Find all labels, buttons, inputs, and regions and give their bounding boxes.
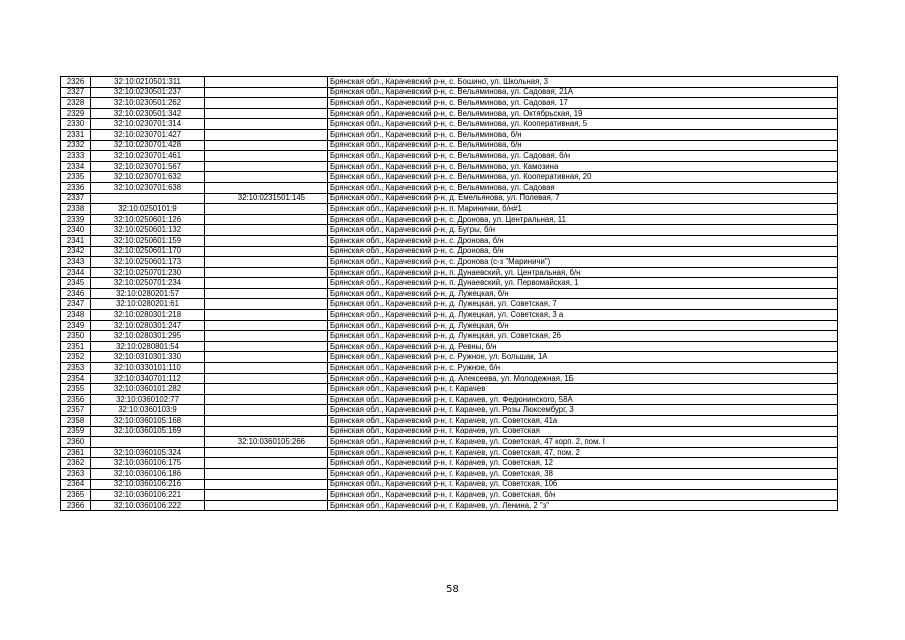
row-number-cell: 2346 (61, 288, 91, 299)
cadastral-number-alt-cell (205, 278, 328, 289)
cadastral-number-cell: 32:10:0280201:57 (91, 288, 205, 299)
table-row (61, 416, 838, 427)
row-number-cell: 2328 (61, 98, 91, 109)
table-row (61, 140, 838, 151)
table-row (61, 310, 838, 321)
cadastral-number-cell: 32:10:0250701:230 (91, 267, 205, 278)
cadastral-number-alt-cell: 32:10:0231501:145 (205, 193, 328, 204)
cadastral-number-alt-cell (205, 405, 328, 416)
address-cell: Брянская обл., Карачевский р-н, д. Лужецкая, б/н (328, 320, 838, 331)
row-number-cell: 2359 (61, 426, 91, 437)
cadastral-number-alt-cell (205, 468, 328, 479)
address-cell: Брянская обл., Карачевский р-н, с. Дронова, ул. Центральная, 11 (328, 214, 838, 225)
row-number-cell: 2333 (61, 151, 91, 162)
cadastral-number-cell: 32:10:0360103:9 (91, 405, 205, 416)
cadastral-number-alt-cell (205, 87, 328, 98)
row-number-cell: 2344 (61, 267, 91, 278)
row-number-cell: 2364 (61, 479, 91, 490)
table-row (61, 288, 838, 299)
cadastral-number-cell: 32:10:0280301:247 (91, 320, 205, 331)
row-number-cell: 2343 (61, 257, 91, 268)
cadastral-number-alt-cell (205, 479, 328, 490)
cadastral-number-cell: 32:10:0330101:110 (91, 363, 205, 374)
cadastral-number-alt-cell (205, 119, 328, 130)
address-cell: Брянская обл., Карачевский р-н, д. Ревны, б/н (328, 341, 838, 352)
cadastral-number-alt-cell (205, 331, 328, 342)
address-cell: Брянская обл., Карачевский р-н, с. Вельяминова, б/н (328, 129, 838, 140)
address-cell: Брянская обл., Карачевский р-н, с. Вельяминова, ул. Садовая, 21А (328, 87, 838, 98)
table-row (61, 87, 838, 98)
row-number-cell: 2361 (61, 447, 91, 458)
row-number-cell: 2331 (61, 129, 91, 140)
address-cell: Брянская обл., Карачевский р-н, г. Карачев, ул. Советская, 47, пом. 2 (328, 447, 838, 458)
address-cell: Брянская обл., Карачевский р-н, д. Лужецкая, ул. Советская, 26 (328, 331, 838, 342)
table-row (61, 182, 838, 193)
registry-table (60, 76, 838, 511)
cadastral-number-cell: 32:10:0360105:324 (91, 447, 205, 458)
address-cell: Брянская обл., Карачевский р-н, с. Дронова, б/н (328, 235, 838, 246)
cadastral-number-alt-cell (205, 363, 328, 374)
cadastral-number-cell: 32:10:0360102:77 (91, 394, 205, 405)
table-row (61, 257, 838, 268)
table-row (61, 458, 838, 469)
cadastral-number-cell: 32:10:0360101:282 (91, 384, 205, 395)
row-number-cell: 2348 (61, 310, 91, 321)
cadastral-number-alt-cell (205, 235, 328, 246)
address-cell: Брянская обл., Карачевский р-н, с. Вельяминова, ул. Камозина (328, 161, 838, 172)
table-row (61, 193, 838, 204)
address-cell: Брянская обл., Карачевский р-н, с. Вельяминова, б/н (328, 140, 838, 151)
row-number-cell: 2336 (61, 182, 91, 193)
address-cell: Брянская обл., Карачевский р-н, г. Карачев, ул. Советская, 12 (328, 458, 838, 469)
address-cell: Брянская обл., Карачевский р-н, д. Алексеева, ул. Молодежная, 1Б (328, 373, 838, 384)
address-cell: Брянская обл., Карачевский р-н, г. Карачев, ул. Советская, б/н (328, 490, 838, 501)
row-number-cell: 2335 (61, 172, 91, 183)
table-row (61, 363, 838, 374)
row-number-cell: 2355 (61, 384, 91, 395)
row-number-cell: 2366 (61, 500, 91, 511)
table-row (61, 172, 838, 183)
cadastral-number-cell: 32:10:0210501:311 (91, 77, 205, 88)
address-cell: Брянская обл., Карачевский р-н, п. Дунаевский, ул. Первомайская, 1 (328, 278, 838, 289)
cadastral-number-alt-cell (205, 426, 328, 437)
row-number-cell: 2351 (61, 341, 91, 352)
address-cell: Брянская обл., Карачевский р-н, г. Карачев, ул. Советская, 106 (328, 479, 838, 490)
address-cell: Брянская обл., Карачевский р-н, с. Вельяминова, ул. Кооперативная, 5 (328, 119, 838, 130)
address-cell: Брянская обл., Карачевский р-н, с. Бошино, ул. Школьная, 3 (328, 77, 838, 88)
cadastral-number-alt-cell (205, 204, 328, 215)
cadastral-number-alt-cell (205, 447, 328, 458)
cadastral-number-alt-cell (205, 267, 328, 278)
cadastral-number-alt-cell (205, 172, 328, 183)
row-number-cell: 2326 (61, 77, 91, 88)
cadastral-number-cell: 32:10:0230701:461 (91, 151, 205, 162)
row-number-cell: 2356 (61, 394, 91, 405)
address-cell: Брянская обл., Карачевский р-н, г. Карачев, ул. Ленина, 2 "з" (328, 500, 838, 511)
address-cell: Брянская обл., Карачевский р-н, п. Маринички, б/н#1 (328, 204, 838, 215)
address-cell: Брянская обл., Карачевский р-н, г. Карачев, ул. Советская, 47 корп. 2, пом. I (328, 437, 838, 448)
cadastral-number-cell: 32:10:0230701:427 (91, 129, 205, 140)
row-number-cell: 2330 (61, 119, 91, 130)
table-row (61, 235, 838, 246)
cadastral-number-cell: 32:10:0230501:262 (91, 98, 205, 109)
row-number-cell: 2362 (61, 458, 91, 469)
cadastral-number-alt-cell (205, 394, 328, 405)
row-number-cell: 2332 (61, 140, 91, 151)
cadastral-number-cell: 32:10:0280801:54 (91, 341, 205, 352)
row-number-cell: 2354 (61, 373, 91, 384)
cadastral-number-alt-cell (205, 341, 328, 352)
address-cell: Брянская обл., Карачевский р-н, д. Лужецкая, ул. Советская, 3 а (328, 310, 838, 321)
row-number-cell: 2339 (61, 214, 91, 225)
cadastral-number-alt-cell (205, 490, 328, 501)
table-row (61, 151, 838, 162)
table-row (61, 108, 838, 119)
cadastral-number-cell: 32:10:0230701:638 (91, 182, 205, 193)
cadastral-number-alt-cell (205, 352, 328, 363)
table-row (61, 77, 838, 88)
cadastral-number-alt-cell (205, 225, 328, 236)
cadastral-number-alt-cell (205, 299, 328, 310)
cadastral-number-cell: 32:10:0230701:567 (91, 161, 205, 172)
row-number-cell: 2337 (61, 193, 91, 204)
cadastral-number-cell: 32:10:0250601:173 (91, 257, 205, 268)
address-cell: Брянская обл., Карачевский р-н, д. Бугры, б/н (328, 225, 838, 236)
row-number-cell: 2342 (61, 246, 91, 257)
address-cell: Брянская обл., Карачевский р-н, с. Вельяминова, ул. Садовая (328, 182, 838, 193)
cadastral-number-alt-cell (205, 182, 328, 193)
table-row (61, 468, 838, 479)
row-number-cell: 2357 (61, 405, 91, 416)
cadastral-number-alt-cell (205, 384, 328, 395)
address-cell: Брянская обл., Карачевский р-н, с. Дронова, б/н (328, 246, 838, 257)
row-number-cell: 2360 (61, 437, 91, 448)
address-cell: Брянская обл., Карачевский р-н, д. Лужецкая, б/н (328, 288, 838, 299)
table-row (61, 119, 838, 130)
table-row (61, 490, 838, 501)
row-number-cell: 2358 (61, 416, 91, 427)
cadastral-number-alt-cell (205, 257, 328, 268)
row-number-cell: 2353 (61, 363, 91, 374)
address-cell: Брянская обл., Карачевский р-н, г. Карачев (328, 384, 838, 395)
table-row (61, 98, 838, 109)
table-row (61, 384, 838, 395)
table-row (61, 394, 838, 405)
cadastral-number-cell: 32:10:0360106:186 (91, 468, 205, 479)
cadastral-number-cell (91, 193, 205, 204)
table-row (61, 352, 838, 363)
table-row (61, 331, 838, 342)
page-number: 58 (446, 584, 459, 595)
cadastral-number-cell: 32:10:0230701:428 (91, 140, 205, 151)
row-number-cell: 2338 (61, 204, 91, 215)
cadastral-number-alt-cell (205, 416, 328, 427)
row-number-cell: 2350 (61, 331, 91, 342)
table-row (61, 204, 838, 215)
cadastral-number-alt-cell (205, 320, 328, 331)
cadastral-number-alt-cell (205, 458, 328, 469)
table-row (61, 267, 838, 278)
row-number-cell: 2349 (61, 320, 91, 331)
cadastral-number-cell: 32:10:0280301:295 (91, 331, 205, 342)
cadastral-number-cell: 32:10:0250601:132 (91, 225, 205, 236)
address-cell: Брянская обл., Карачевский р-н, г. Карачев, ул. Советская (328, 426, 838, 437)
table-row (61, 373, 838, 384)
cadastral-number-cell: 32:10:0340701:112 (91, 373, 205, 384)
cadastral-number-cell: 32:10:0230501:342 (91, 108, 205, 119)
cadastral-number-alt-cell (205, 108, 328, 119)
address-cell: Брянская обл., Карачевский р-н, с. Дронова (с-з "Мариничи") (328, 257, 838, 268)
row-number-cell: 2334 (61, 161, 91, 172)
cadastral-number-cell: 32:10:0230701:314 (91, 119, 205, 130)
cadastral-number-cell: 32:10:0250601:159 (91, 235, 205, 246)
row-number-cell: 2363 (61, 468, 91, 479)
cadastral-number-cell (91, 437, 205, 448)
cadastral-number-alt-cell (205, 77, 328, 88)
cadastral-number-alt-cell (205, 288, 328, 299)
address-cell: Брянская обл., Карачевский р-н, д. Лужецкая, ул. Советская, 7 (328, 299, 838, 310)
cadastral-number-alt-cell (205, 151, 328, 162)
address-cell: Брянская обл., Карачевский р-н, с. Вельяминова, ул. Октябрьская, 19 (328, 108, 838, 119)
cadastral-number-alt-cell (205, 140, 328, 151)
address-cell: Брянская обл., Карачевский р-н, п. Дунаевский, ул. Центральная, б/н (328, 267, 838, 278)
row-number-cell: 2340 (61, 225, 91, 236)
address-cell: Брянская обл., Карачевский р-н, с. Вельяминова, ул. Садовая, б/н (328, 151, 838, 162)
row-number-cell: 2352 (61, 352, 91, 363)
cadastral-number-cell: 32:10:0360105:168 (91, 416, 205, 427)
table-row (61, 341, 838, 352)
table-row (61, 447, 838, 458)
table-row (61, 214, 838, 225)
table-row (61, 500, 838, 511)
row-number-cell: 2341 (61, 235, 91, 246)
row-number-cell: 2327 (61, 87, 91, 98)
address-cell: Брянская обл., Карачевский р-н, г. Карачев, ул. Советская, 41а (328, 416, 838, 427)
cadastral-number-alt-cell (205, 129, 328, 140)
cadastral-number-cell: 32:10:0250601:126 (91, 214, 205, 225)
row-number-cell: 2365 (61, 490, 91, 501)
row-number-cell: 2345 (61, 278, 91, 289)
cadastral-number-cell: 32:10:0250701:234 (91, 278, 205, 289)
table-row (61, 426, 838, 437)
address-cell: Брянская обл., Карачевский р-н, г. Карачев, ул. Советская, 38 (328, 468, 838, 479)
table-row (61, 278, 838, 289)
cadastral-number-cell: 32:10:0230701:632 (91, 172, 205, 183)
cadastral-number-alt-cell (205, 246, 328, 257)
cadastral-number-cell: 32:10:0230501:237 (91, 87, 205, 98)
cadastral-number-cell: 32:10:0280301:218 (91, 310, 205, 321)
cadastral-number-cell: 32:10:0360105:169 (91, 426, 205, 437)
registry-table-body (61, 77, 838, 511)
table-row (61, 225, 838, 236)
address-cell: Брянская обл., Карачевский р-н, с. Вельяминова, ул. Садовая, 17 (328, 98, 838, 109)
cadastral-number-cell: 32:10:0280201:61 (91, 299, 205, 310)
cadastral-number-alt-cell (205, 500, 328, 511)
table-row (61, 161, 838, 172)
row-number-cell: 2347 (61, 299, 91, 310)
address-cell: Брянская обл., Карачевский р-н, г. Карачев, ул. Федюнинского, 58А (328, 394, 838, 405)
cadastral-number-cell: 32:10:0250101:9 (91, 204, 205, 215)
cadastral-number-alt-cell (205, 310, 328, 321)
cadastral-number-alt-cell (205, 214, 328, 225)
cadastral-number-cell: 32:10:0360106:221 (91, 490, 205, 501)
table-row (61, 479, 838, 490)
cadastral-number-cell: 32:10:0360106:175 (91, 458, 205, 469)
cadastral-number-alt-cell (205, 161, 328, 172)
table-row (61, 299, 838, 310)
table-row (61, 246, 838, 257)
cadastral-number-cell: 32:10:0250601:170 (91, 246, 205, 257)
row-number-cell: 2329 (61, 108, 91, 119)
table-row (61, 405, 838, 416)
cadastral-number-cell: 32:10:0360106:216 (91, 479, 205, 490)
address-cell: Брянская обл., Карачевский р-н, с. Ружное, ул. Большак, 1А (328, 352, 838, 363)
cadastral-number-cell: 32:10:0360106:222 (91, 500, 205, 511)
cadastral-number-alt-cell: 32:10:0360105:266 (205, 437, 328, 448)
cadastral-number-alt-cell (205, 373, 328, 384)
address-cell: Брянская обл., Карачевский р-н, г. Карачев, ул. Розы Люксембург, 3 (328, 405, 838, 416)
table-row (61, 129, 838, 140)
table-row (61, 320, 838, 331)
address-cell: Брянская обл., Карачевский р-н, д. Емельянова, ул. Полевая, 7 (328, 193, 838, 204)
address-cell: Брянская обл., Карачевский р-н, с. Ружное, б/н (328, 363, 838, 374)
cadastral-number-alt-cell (205, 98, 328, 109)
table-row (61, 437, 838, 448)
cadastral-number-cell: 32:10:0310301:330 (91, 352, 205, 363)
address-cell: Брянская обл., Карачевский р-н, с. Вельяминова, ул. Кооперативная, 20 (328, 172, 838, 183)
